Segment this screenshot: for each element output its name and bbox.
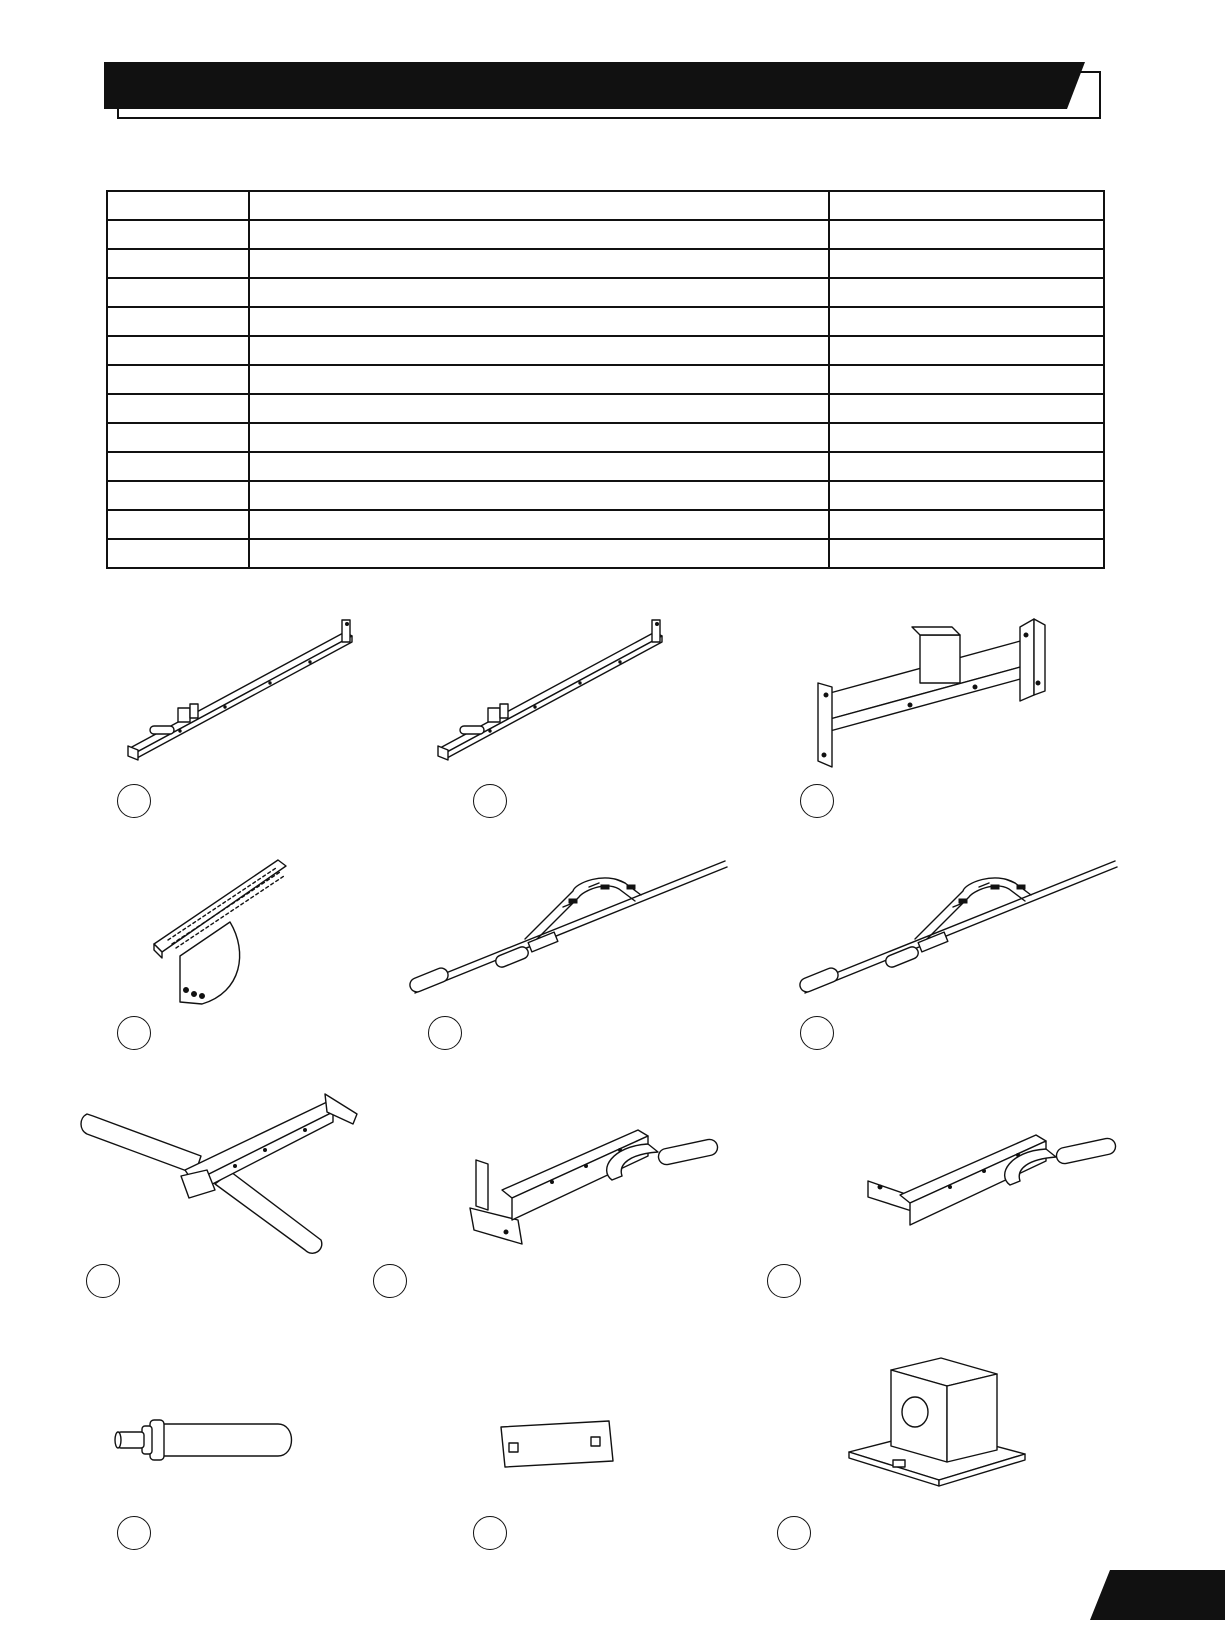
part-description-cell [249,191,829,220]
table-row [107,278,1104,307]
part-number-cell [107,481,249,510]
part-callout [767,1264,801,1298]
part-callout [86,1264,120,1298]
table-row [107,365,1104,394]
parts-list-table [106,190,1105,569]
table-row [107,452,1104,481]
part-description-cell [249,452,829,481]
part-quantity-cell [829,336,1104,365]
part-quantity-cell [829,481,1104,510]
part-description-cell [249,539,829,568]
part-number-cell [107,249,249,278]
part-quantity-cell [829,394,1104,423]
part-description-cell [249,481,829,510]
part-number-cell [107,336,249,365]
part-number-cell [107,394,249,423]
section-title [130,66,1030,110]
part-illustration-flat-plate [495,1415,625,1480]
part-number-cell [107,539,249,568]
part-description-cell [249,278,829,307]
part-description-cell [249,365,829,394]
part-number-cell [107,307,249,336]
part-quantity-cell [829,220,1104,249]
part-description-cell [249,307,829,336]
part-callout [428,1016,462,1050]
table-row [107,191,1104,220]
part-illustration-seat-pad [140,852,300,1017]
part-description-cell [249,336,829,365]
table-row [107,220,1104,249]
part-description-cell [249,510,829,539]
part-quantity-cell [829,510,1104,539]
part-illustration-leg-frame [405,855,735,1010]
part-number-cell [107,191,249,220]
table-row [107,336,1104,365]
part-illustration-roller-pad [110,1410,300,1475]
table-row [107,510,1104,539]
part-callout [373,1264,407,1298]
part-quantity-cell [829,249,1104,278]
part-illustration-handle-arm [462,1110,742,1255]
part-number-cell [107,220,249,249]
part-callout [777,1516,811,1550]
part-illustration-crossbar [810,615,1080,780]
table-row [107,539,1104,568]
part-quantity-cell [829,365,1104,394]
part-illustration-rail-left [120,610,380,775]
part-number-cell [107,510,249,539]
part-quantity-cell [829,307,1104,336]
part-number-cell [107,423,249,452]
part-callout [117,784,151,818]
part-number-cell [107,278,249,307]
part-quantity-cell [829,278,1104,307]
part-description-cell [249,423,829,452]
part-illustration-leg-frame [795,855,1125,1010]
part-number-cell [107,452,249,481]
table-row [107,249,1104,278]
part-illustration-box-mount [845,1350,1035,1505]
table-row [107,481,1104,510]
table-row [107,423,1104,452]
part-quantity-cell [829,191,1104,220]
part-illustration-rail-right [430,610,690,775]
part-description-cell [249,220,829,249]
part-quantity-cell [829,539,1104,568]
part-callout [473,784,507,818]
part-callout [117,1516,151,1550]
part-illustration-roller-tbar [75,1090,375,1275]
part-description-cell [249,249,829,278]
table-row [107,307,1104,336]
part-quantity-cell [829,452,1104,481]
part-callout [800,784,834,818]
part-quantity-cell [829,423,1104,452]
part-number-cell [107,365,249,394]
table-row [107,394,1104,423]
part-description-cell [249,394,829,423]
section-header-banner [0,0,1225,130]
part-callout [473,1516,507,1550]
part-callout [117,1016,151,1050]
page-number [1120,1575,1220,1615]
part-callout [800,1016,834,1050]
part-illustration-handle-arm [860,1115,1140,1260]
